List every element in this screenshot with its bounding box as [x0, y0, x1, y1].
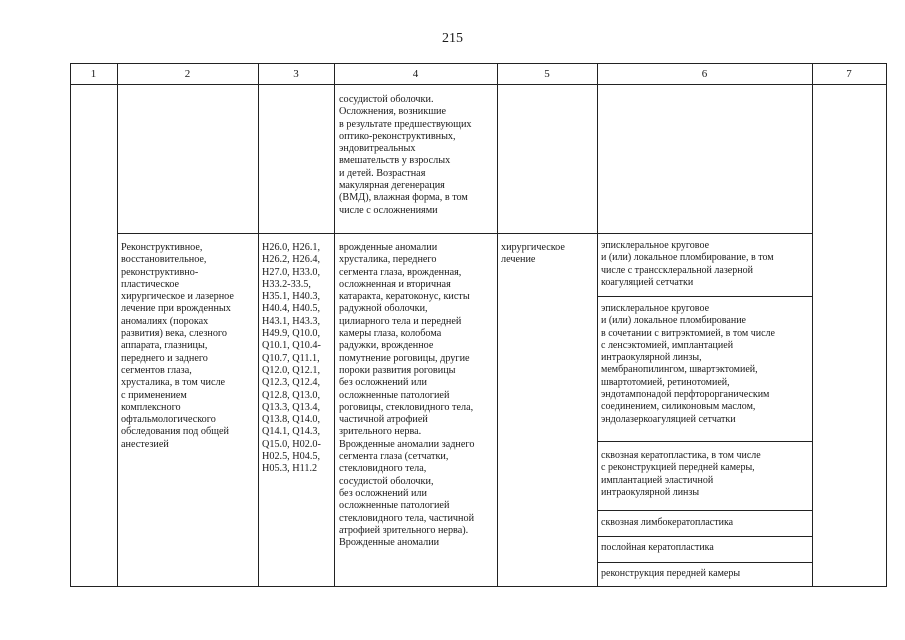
- header-cell-3: 3: [293, 68, 299, 80]
- procedure-item: реконструкция передней камеры: [601, 568, 741, 579]
- subrow-separator: [597, 296, 812, 297]
- table-left-border: [70, 63, 71, 586]
- procedure-item: эписклеральное круговое и (или) локальное пломбирование в сочетании с витрэктомией, в том числе с ленсэктомией, имплантацией интраокулярной линзы, мембранопилингом, швартэктомией, швартотомией, ретинотомией, эндотампонадой перфторорганическим соединением, силиконовым маслом, эндолазеркоагуляцией сетчатки: [601, 303, 775, 425]
- table-bottom-border: [70, 586, 887, 587]
- table-right-border: [886, 63, 887, 586]
- header-cell-1: 1: [90, 68, 97, 80]
- icd-codes-cell: H26.0, H26.1, H26.2, H26.4, H27.0, H33.0, H33.2-33.5, H35.1, H40.3, H40.4, H40.5, H43.1, H43.3, H49.9, Q10.0, Q10.1, Q10.4- Q10.7, Q11.1, Q12.0, Q12.1, Q12.3, Q12.4, Q12.8, Q13.0, Q13.3, Q13.4, Q13.8, Q14.0, Q14.1, Q14.3, Q15.0, H02.0- H02.5, H04.5, H05.3, H11.2: [262, 242, 321, 475]
- procedure-item: сквозная кератопластика, в том числе с реконструкцией передней камеры, имплантацией эластичной интраокулярной линзы: [601, 450, 761, 498]
- header-cell-7: 7: [846, 68, 852, 80]
- header-cell-2: 2: [184, 68, 191, 80]
- subrow-separator: [597, 562, 812, 563]
- procedure-item: эписклеральное круговое и (или) локальное пломбирование, в том числе с транссклеральной лазерной коагуляцией сетчатки: [601, 240, 774, 288]
- subrow-separator: [597, 536, 812, 537]
- row-separator: [117, 233, 812, 234]
- header-bottom-border: [70, 84, 887, 85]
- page-number: 215: [442, 31, 463, 46]
- table-top-border: [70, 63, 887, 64]
- column-separator: [258, 63, 259, 586]
- header-cell-4: 4: [412, 68, 419, 80]
- treatment-type-cell: Реконструктивное, восстановительное, реконструктивно- пластическое хирургическое и лазерное лечение при врожденных аномалиях (пороках развития) века, слезного аппарата, глазницы, переднего и заднего сегментов глаза, хрусталика, в том числе с применением комплексного офтальмологического обследования под общей анестезией: [121, 242, 234, 450]
- procedure-item: сквозная лимбокератопластика: [601, 517, 734, 528]
- subrow-separator: [597, 441, 812, 442]
- subrow-separator: [597, 510, 812, 511]
- diagnosis-cell: врожденные аномалии хрусталика, переднего сегмента глаза, врожденная, осложненная и вторичная катаракта, кератоконус, кисты радужной оболочки, цилиарного тела и передней камеры глаза, колобома радужки, врожденное помутнение роговицы, другие пороки развития роговицы без осложнений или осложненные патологией роговицы, стекловидного тела, частичной атрофией зрительного нерва. Врожденные аномалии заднего сегмента глаза (сетчатки, стекловидного тела, сосудистой оболочки, без осложнений или осложненные патологией стекловидного тела, частичной атрофией зрительного нерва). Врожденные аномалии: [339, 242, 475, 549]
- header-cell-5: 5: [544, 68, 550, 80]
- column-separator: [117, 63, 118, 586]
- treatment-method-cell: хирургическое лечение: [501, 242, 565, 266]
- header-cell-6: 6: [701, 68, 708, 80]
- continued-diagnosis-cell: сосудистой оболочки. Осложнения, возникшие в результате предшествующих оптико-реконструктивных, эндовитреальных вмешательств у взрослых и детей. Возрастная макулярная дегенерация (ВМД), влажная форма, в том числе с осложнениями: [339, 94, 472, 216]
- procedure-item: послойная кератопластика: [601, 542, 714, 553]
- column-separator: [597, 63, 598, 586]
